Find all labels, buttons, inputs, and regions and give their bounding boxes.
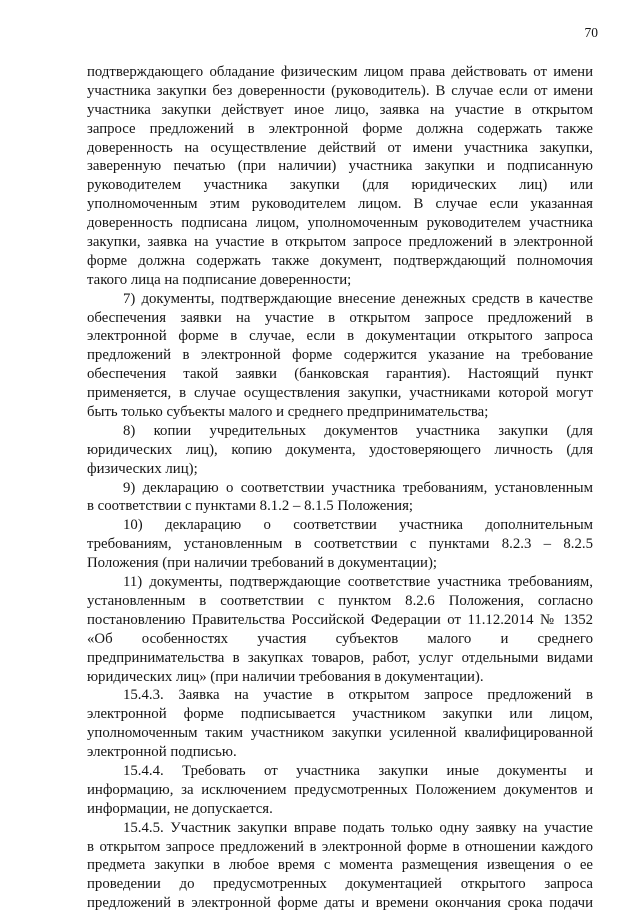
text-line: юридических лиц), копию документа, удостоверяющего личность (для: [87, 441, 593, 458]
text-line: предложений в электронной форме даты и времени окончания срока подачи: [87, 895, 593, 912]
text-line: информацию, за исключением предусмотренных Положением документов и: [87, 781, 593, 798]
paragraph-first-line: 11) документы, подтверждающие соответствие участника требованиям,: [123, 574, 593, 591]
paragraph-first-line: 15.4.4. Требовать от участника закупки иные документы и: [123, 762, 593, 779]
text-line: форме должна содержать также документ, подтверждающий полномочия: [87, 252, 593, 269]
text-line: в открытом запросе предложений в электронной форме в отношении каждого: [87, 838, 593, 855]
paragraph-first-line: 15.4.5. Участник закупки вправе подать только одну заявку на участие: [123, 819, 593, 836]
text-line: электронной подписью.: [87, 744, 237, 761]
text-line: быть только субъекты малого и среднего предпринимательства;: [87, 404, 489, 421]
paragraph-first-line: 9) декларацию о соответствии участника требованиям, установленным: [123, 479, 593, 496]
text-line: проведении до предусмотренных документацией открытого запроса: [87, 876, 593, 893]
page-number: 70: [584, 25, 598, 40]
text-line: предложений в электронной форме содержится указание на требование: [87, 347, 593, 364]
body-text: [87, 63, 593, 913]
text-line: уполномоченным таким участником закупки усиленной квалифицированной: [87, 725, 593, 742]
paragraph-first-line: 15.4.3. Заявка на участие в открытом запросе предложений в: [123, 687, 593, 704]
text-line: юридических лиц» (при наличии требования в документации).: [87, 668, 484, 685]
text-line: предмета закупки в любое время с момента размещения извещения о ее: [87, 857, 593, 874]
text-line: обеспечения заявки на участие в открытом запросе предложений в: [87, 309, 593, 326]
text-line: заверенную печатью (при наличии) участника закупки и подписанную: [87, 158, 593, 175]
text-line: руководителем участника закупки (для юридических лиц) или: [87, 177, 593, 194]
paragraph-first-line: 8) копии учредительных документов участника закупки (для: [123, 422, 593, 439]
text-line: доверенность подписана лицом, уполномоченным руководителем участника: [87, 215, 593, 232]
text-line: предпринимательства в закупках товаров, работ, услуг отдельными видами: [87, 649, 593, 666]
text-line: закупки, заявка на участие в открытом запросе предложений в электронной: [87, 234, 593, 251]
text-line: информации, не допускается.: [87, 800, 273, 817]
text-line: Положения (при наличии требований в документации);: [87, 555, 438, 572]
text-line: участника закупки действует иное лицо, заявка на участие в открытом: [87, 101, 593, 118]
text-line: постановлению Правительства Российской Федерации от 11.12.2014 № 1352: [87, 611, 593, 628]
text-line: электронной форме в случае, если в документации открытого запроса: [87, 328, 593, 345]
text-line: запросе предложений в электронной форме должна содержать также: [87, 120, 593, 137]
text-line: в соответствии с пунктами 8.1.2 – 8.1.5 Положения;: [87, 498, 414, 515]
text-line: требованиям, установленным в соответствии с пунктами 8.2.3 – 8.2.5: [87, 536, 593, 553]
text-line: обеспечения такой заявки (банковская гарантия). Настоящий пункт: [87, 366, 593, 383]
text-line: доверенность на осуществление действий от имени участника закупки,: [87, 139, 593, 156]
text-line: электронной форме подписывается участником закупки или лицом,: [87, 706, 593, 723]
text-line: установленным в соответствии с пунктом 8.2.6 Положения, согласно: [87, 592, 593, 609]
paragraph-first-line: 7) документы, подтверждающие внесение денежных средств в качестве: [123, 290, 593, 307]
text-line: применяется, в случае осуществления закупки, участниками которой могут: [87, 385, 593, 402]
text-line: физических лиц);: [87, 460, 198, 477]
text-line: уполномоченным этим руководителем лицом. В случае если указанная: [87, 196, 593, 213]
text-line: «Об особенностях участия субъектов малого и среднего: [87, 630, 593, 647]
text-line: подтверждающего обладание физическим лицом права действовать от имени: [87, 64, 593, 80]
text-line: такого лица на подписание доверенности;: [87, 271, 352, 288]
paragraph-first-line: 10) декларацию о соответствии участника дополнительным: [123, 517, 593, 534]
text-line: участника закупки без доверенности (руководитель). В случае если от имени: [87, 82, 593, 99]
